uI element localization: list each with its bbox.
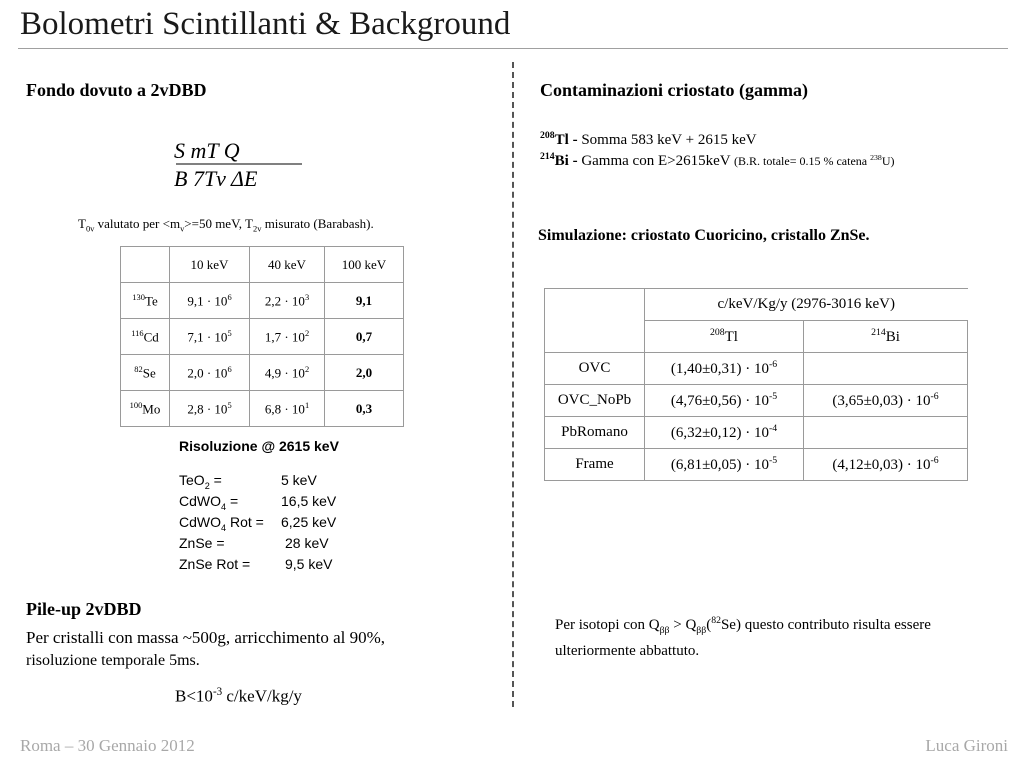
table-row	[121, 391, 404, 427]
header-cell: 40 keV	[250, 247, 325, 283]
value-cell: $(1,40\pm 0,31) \cdot 10^{-6}$	[645, 353, 804, 385]
table-row	[121, 319, 404, 355]
value-cell: $(4,12\pm 0,03) \cdot 10^{-6}$	[804, 449, 968, 481]
bi-column-header: $^{214}$Bi	[804, 321, 968, 353]
resolution-title: Risoluzione @ 2615 keV	[179, 438, 339, 454]
table-row	[545, 353, 968, 385]
value-cell: $4,9 \cdot 10^2$	[250, 355, 325, 391]
pileup-heading: Pile-up 2vDBD	[26, 599, 142, 619]
value-cell: 9,1	[325, 283, 404, 319]
value-cell: $2,0 \cdot 10^6$	[170, 355, 250, 391]
isotope-cell: $^{82}$Se	[121, 355, 170, 391]
isotope-cell: $^{130}$Te	[121, 283, 170, 319]
q-value-note: Per isotopi con $Q_{\beta\beta} > Q_{\beta\beta}(^{82}Se)$ questo contributo risulta essere ulteriormente abbattuto.	[555, 615, 931, 659]
value-cell: $2,8 \cdot 10^5$	[170, 391, 250, 427]
header-cell: 10 keV	[170, 247, 250, 283]
tl-contamination-line: $^{208}$Tl - Somma 583 keV + 2615 keV	[540, 130, 757, 148]
tl-column-header: $^{208}$Tl	[645, 321, 804, 353]
footer-author: Luca Gironi	[925, 736, 1008, 755]
table-header-row	[121, 247, 404, 283]
slide-title: Bolometri Scintillanti & Background	[20, 6, 511, 42]
header-cell	[121, 247, 170, 283]
value-cell: $(6,81\pm 0,05) \cdot 10^{-5}$	[645, 449, 804, 481]
table-row	[121, 283, 404, 319]
bi-contamination-line: $^{214}$Bi - Gamma con E>2615keV (B.R. totale= 0.15 % catena $^{238}$U)	[540, 151, 895, 169]
value-cell: 2,0	[325, 355, 404, 391]
pileup-result: $B<10^{-3}$ c/keV/kg/y	[175, 686, 302, 706]
resolution-row: ZnSe = 28 keV	[179, 535, 329, 551]
sensitivity-table	[120, 246, 404, 427]
component-cell: Frame	[545, 449, 645, 481]
table-header-row	[545, 289, 968, 321]
pileup-text-line: risoluzione temporale 5ms.	[26, 652, 200, 669]
value-cell: $6,8 \cdot 10^1$	[250, 391, 325, 427]
simulation-table	[544, 288, 968, 481]
table-row	[545, 385, 968, 417]
value-cell	[804, 417, 968, 449]
value-cell: $(6,32\pm 0,12) \cdot 10^{-4}$	[645, 417, 804, 449]
t0-note: $T_{0v}$ valutato per $<m_v>=50$ meV, $T_{2v}$ misurato (Barabash).	[78, 216, 374, 234]
resolution-row: CdWO$_4$ = 16,5 keV	[179, 493, 337, 512]
value-cell: $9,1 \cdot 10^6$	[170, 283, 250, 319]
title-rule	[18, 48, 1008, 49]
right-heading: Contaminazioni criostato (gamma)	[540, 80, 808, 100]
value-cell	[804, 353, 968, 385]
component-cell: OVC_NoPb	[545, 385, 645, 417]
isotope-cell: $^{100}$Mo	[121, 391, 170, 427]
footer-date: Roma – 30 Gennaio 2012	[20, 736, 195, 755]
value-cell: $7,1 \cdot 10^5$	[170, 319, 250, 355]
value-cell: $2,2 \cdot 10^3$	[250, 283, 325, 319]
value-cell: 0,7	[325, 319, 404, 355]
pileup-text-line: Per cristalli con massa ~500g, arricchimento al 90%,	[26, 628, 386, 647]
value-cell: $(4,76\pm 0,56) \cdot 10^{-5}$	[645, 385, 804, 417]
table-row	[121, 355, 404, 391]
column-divider	[512, 62, 514, 707]
equation-image	[172, 136, 312, 192]
resolution-row: CdWO$_4$ Rot = 6,25 keV	[179, 514, 337, 533]
isotope-cell: $^{116}$Cd	[121, 319, 170, 355]
value-cell: $(3,65\pm 0,03) \cdot 10^{-6}$	[804, 385, 968, 417]
unit-header: c/keV/Kg/y (2976-3016 keV)	[645, 289, 968, 321]
table-row	[545, 449, 968, 481]
equation-numerator: S mT Q	[174, 138, 240, 163]
table-row	[545, 417, 968, 449]
header-cell-empty	[545, 289, 645, 353]
component-cell: PbRomano	[545, 417, 645, 449]
resolution-row: ZnSe Rot = 9,5 keV	[179, 556, 333, 572]
left-heading: Fondo dovuto a 2vDBD	[26, 80, 207, 100]
header-cell: 100 keV	[325, 247, 404, 283]
resolution-row: TeO$_2$ = 5 keV	[179, 472, 317, 491]
value-cell: 0,3	[325, 391, 404, 427]
component-cell: OVC	[545, 353, 645, 385]
value-cell: $1,7 \cdot 10^2$	[250, 319, 325, 355]
simulation-heading: Simulazione: criostato Cuoricino, cristallo ZnSe.	[538, 227, 870, 244]
equation-denominator: B 7Tν ΔE	[174, 166, 258, 191]
